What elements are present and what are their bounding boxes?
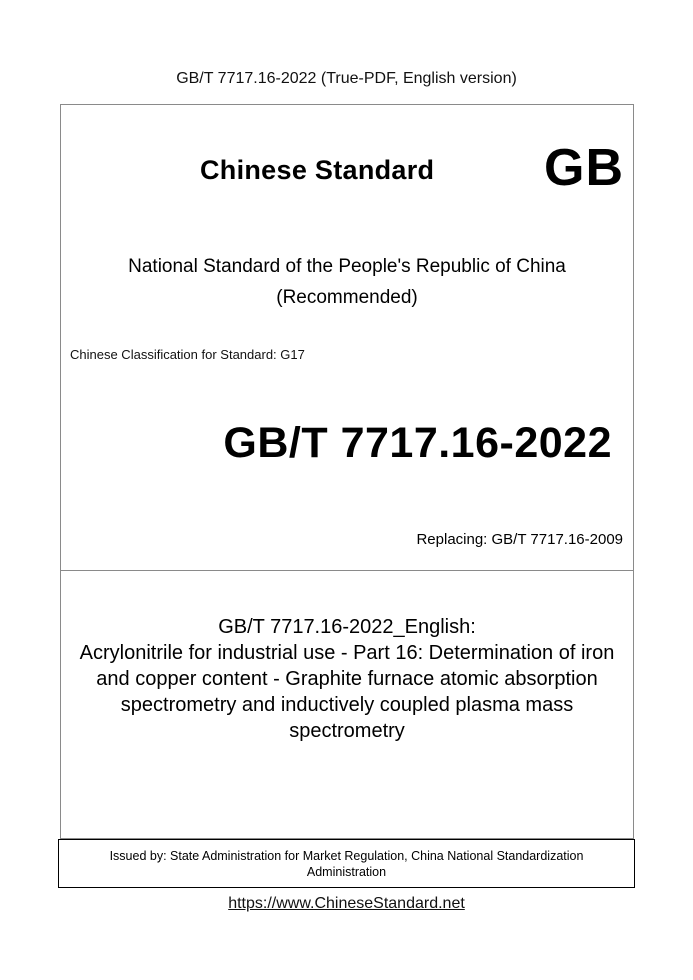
national-standard-title: National Standard of the People's Republic of China <box>128 256 566 277</box>
gb-mark: GB <box>544 139 624 197</box>
cover-divider <box>60 570 634 571</box>
description-line: GB/T 7717.16-2022_English: <box>218 616 476 638</box>
description-line: Acrylonitrile for industrial use - Part 16: Determination of iron <box>79 642 615 664</box>
standard-number: GB/T 7717.16-2022 <box>223 419 612 467</box>
recommended-label: (Recommended) <box>276 287 418 308</box>
document-header: GB/T 7717.16-2022 (True-PDF, English version) <box>176 70 517 87</box>
issued-by-line: Issued by: State Administration for Market Regulation, China National Standardization <box>109 849 584 863</box>
issued-by-box <box>58 839 635 888</box>
description-line: spectrometry and inductively coupled plasma mass <box>120 694 574 716</box>
classification-text: Chinese Classification for Standard: G17 <box>70 347 305 362</box>
website-link[interactable]: https://www.ChineseStandard.net <box>228 895 465 912</box>
issued-by-line: Administration <box>306 865 387 879</box>
standard-label: Chinese Standard <box>200 155 435 185</box>
standard-description <box>62 614 632 744</box>
description-line: spectrometry <box>289 720 405 742</box>
description-line: and copper content - Graphite furnace atomic absorption <box>96 668 598 690</box>
replacing-text: Replacing: GB/T 7717.16-2009 <box>416 531 623 548</box>
